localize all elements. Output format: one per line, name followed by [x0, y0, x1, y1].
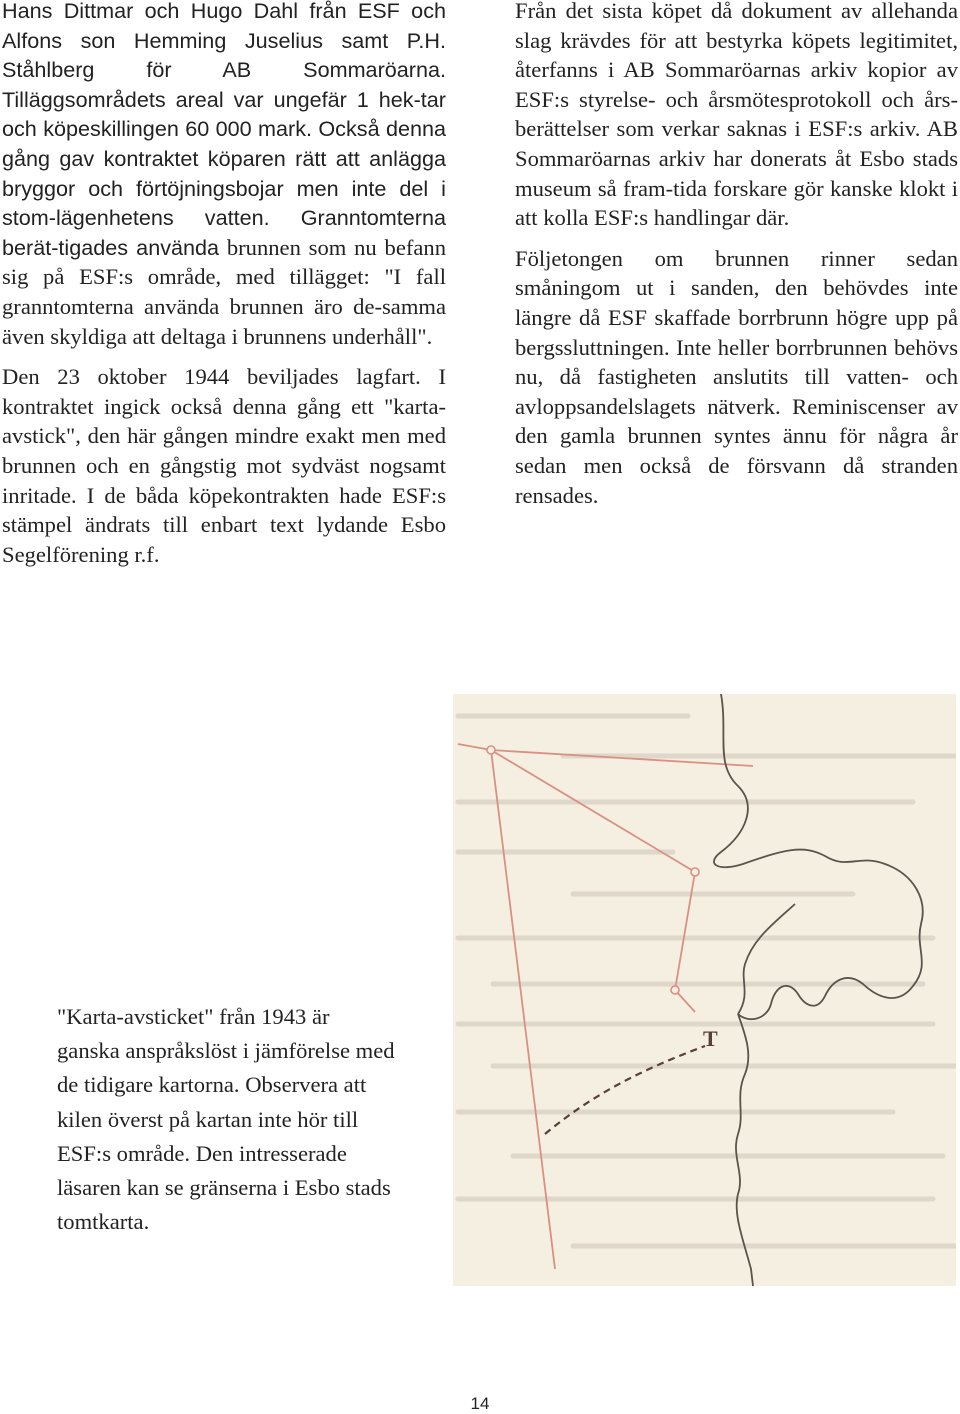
map-sketch-image — [453, 694, 956, 1286]
shoreline-left — [738, 904, 795, 1014]
left-paragraph-2: Den 23 oktober 1944 beviljades lagfart. I kontraktet ingick också denna gång ett "karta-avstick", den här gången mindre exakt men med brunnen och en gångstig mot sydväst nogsamt inritade. I de båda köpekontrakten hade ESF:s stämpel ändrats till enbart text lydande Esbo Segelförening r.f. — [2, 364, 446, 567]
left-paragraph-1-serif-part: brunnen som nu befann sig på ESF:s område, med tillägget: "I fall granntomterna använda brunnen äro de-samma även skyldiga att deltaga i brunnens underhåll". — [2, 234, 446, 349]
right-paragraph-1: Från det sista köpet då dokument av allehanda slag krävdes för att bestyrka köpets legitimitet, återfanns i AB Sommaröarnas arkiv kopior av ESF:s styrelse- och årsmötesprotokoll och års-berättelser som verkar saknas i ESF:s arkiv. AB Sommaröarnas arkiv har donerats åt Esbo stads museum så fram-tida forskare gör kanske klokt i att kolla ESF:s handlingar där. — [515, 0, 958, 231]
right-paragraph-2: Följetongen om brunnen rinner sedan småningom ut i sanden, den behövdes inte längre då ESF skaffade borrbrunn högre upp på bergssluttningen. Inte heller borrbrunnen behövs nu, då fastigheten anslutits till vatten- och avloppsandelslagets nätverk. Reminiscenser av den gamla brunnen syntes ännu för några år sedan men också de försvann då stranden rensades. — [515, 245, 958, 508]
page-number: 14 — [470, 1394, 490, 1413]
map-caption: "Karta-avsticket" från 1943 är ganska anspråkslöst i jämförelse med de tidigare kartorna. Observera att kilen överst på kartan inte hör till ESF:s område. Den intresserade läsaren kan se gränserna i Esbo stads tomtkarta. — [57, 1004, 395, 1235]
right-column — [515, 0, 958, 521]
map-drawing — [453, 694, 956, 1286]
left-column — [2, 0, 446, 580]
left-paragraph-1 — [2, 0, 446, 351]
footpath-dashed — [545, 1046, 705, 1134]
property-boundary-lines — [458, 744, 753, 1269]
boundary-markers — [487, 746, 699, 994]
well-marker-label: T — [703, 1026, 718, 1051]
left-paragraph-1-sans-part: Hans Dittmar och Hugo Dahl från ESF och Alfons son Hemming Juselius samt P.H. Ståhlberg för AB Sommaröarna. Tilläggsområdets areal var ungefär 1 hek-tar och köpeskillingen 60 000 mark. Också denna gång gav kontraktet köparen rätt att anlägga bryggor och förtöjningsbojar men inte del i stom-lägenhetens vatten. Granntomterna berät-tigades använda — [2, 0, 446, 260]
typewriter-bleed-through — [458, 716, 956, 1246]
